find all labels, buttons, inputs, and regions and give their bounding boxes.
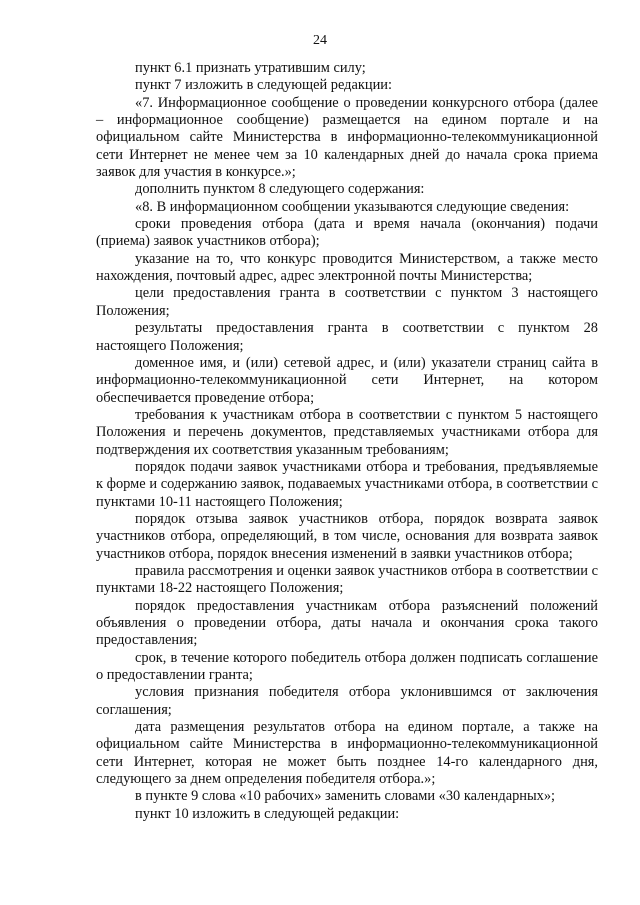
paragraph: цели предоставления гранта в соответствии с пунктом 3 настоящего Положения; [96,285,598,319]
paragraph: условия признания победителя отбора уклонившимся от заключения соглашения; [96,684,598,718]
paragraph: пункт 7 изложить в следующей редакции: [135,77,392,94]
paragraph: «7. Информационное сообщение о проведении конкурсного отбора (далее – информационное сообщение) размещается на едином портале и на официальном сайте Министерства в информационно-телекоммуникационной сети Интернет не менее чем за 10 календарных дней до начала срока приема заявок для участия в конкурсе.»; [96,94,598,181]
paragraph: порядок подачи заявок участниками отбора и требования, предъявляемые к форме и содержанию заявок, подаваемых участниками отбора, в соответствии с пунктами 10-11 настоящего Положения; [96,458,598,510]
paragraph: срок, в течение которого победитель отбора должен подписать соглашение о предоставлении гранта; [96,649,598,684]
paragraph: пункт 6.1 признать утратившим силу; [135,60,366,76]
paragraph: порядок предоставления участникам отбора разъяснений положений объявления о проведении отбора, даты начала и окончания срока такого предоставления; [96,597,598,649]
page-number: 24 [313,33,327,48]
paragraph: в пункте 9 слова «10 рабочих» заменить словами «30 календарных»; [135,788,556,805]
paragraph: «8. В информационном сообщении указываются следующие сведения: [135,198,570,215]
paragraph: результаты предоставления гранта в соответствии с пунктом 28 настоящего Положения; [96,320,598,354]
paragraph: порядок отзыва заявок участников отбора, порядок возврата заявок участников отбора, определяющий, в том числе, основания для возврата заявок участников отбора, порядок внесения изменений в заявки участников отбора; [96,510,598,562]
paragraph: дополнить пунктом 8 следующего содержания: [135,181,425,198]
paragraph: дата размещения результатов отбора на едином портале, а также на официальном сайте Министерства в информационно-телекоммуникационной сети Интернет, которая не может быть позднее 14-го календарного дня, следующего за днем определения победителя отбора.»; [96,719,598,788]
paragraph: сроки проведения отбора (дата и время начала (окончания) подачи (приема) заявок участников отбора); [96,216,598,250]
paragraph: правила рассмотрения и оценки заявок участников отбора в соответствии с пунктами 18-22 настоящего Положения; [96,562,598,597]
paragraph: доменное имя, и (или) сетевой адрес, и (или) указатели страниц сайта в информационно-телекоммуникационной сети Интернет, на котором обеспечивается проведение отбора; [96,354,598,406]
paragraph: пункт 10 изложить в следующей редакции: [135,805,400,822]
document-body [96,60,598,823]
paragraph: указание на то, что конкурс проводится Министерством, а также место нахождения, почтовый адрес, адрес электронной почты Министерства; [96,250,598,285]
paragraph: требования к участникам отбора в соответствии с пунктом 5 настоящего Положения и перечень документов, представляемых участниками отбора для подтверждения их соответствия указанным требованиям; [96,406,598,458]
